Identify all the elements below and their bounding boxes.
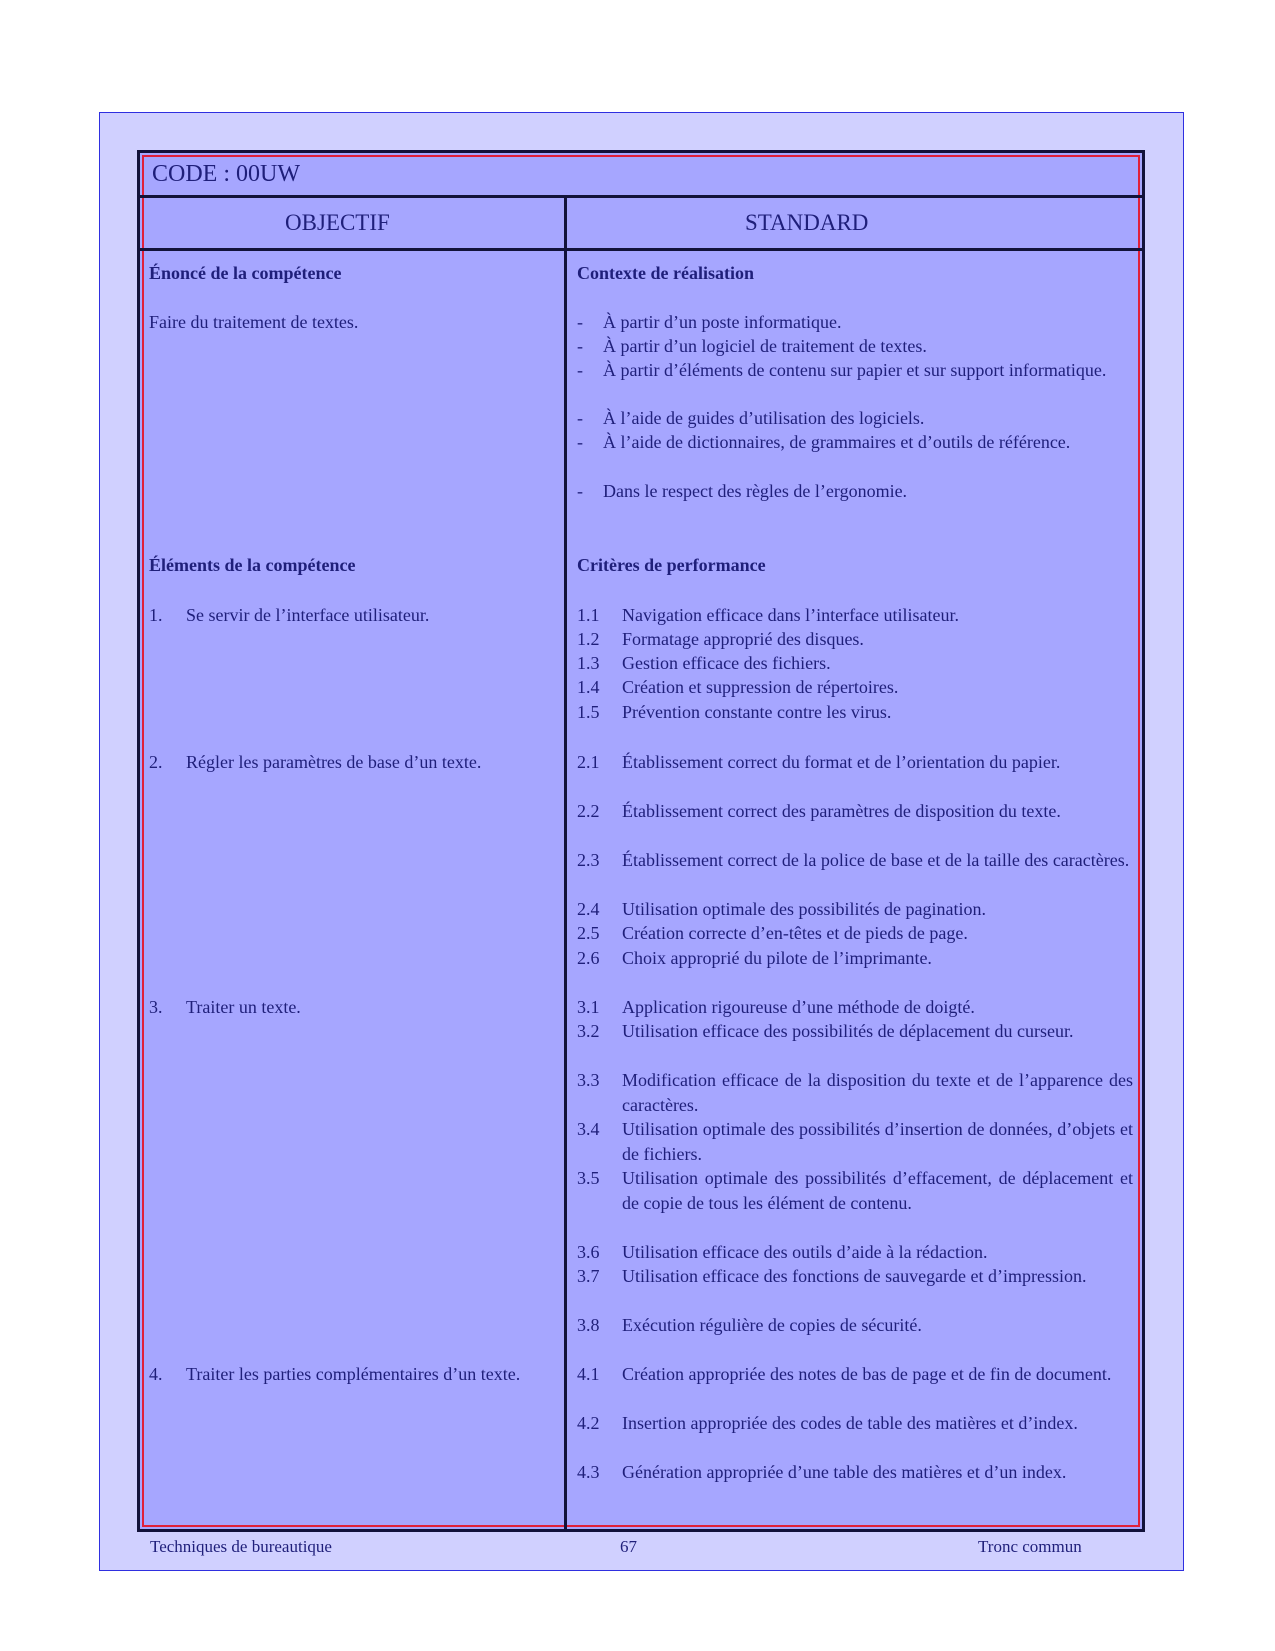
contexte-heading: Contexte de réalisation xyxy=(577,263,754,283)
criterion-number: 2.3 xyxy=(577,850,600,870)
criterion-number: 1.1 xyxy=(577,605,600,625)
criterion-text: Formatage approprié des disques. xyxy=(622,629,864,649)
criterion-text: Choix approprié du pilote de l’imprimante. xyxy=(622,948,932,968)
header-standard: STANDARD xyxy=(745,210,869,235)
criterion-number: 3.8 xyxy=(577,1315,600,1335)
element-number: 4. xyxy=(149,1364,163,1384)
criterion-text: Création appropriée des notes de bas de page et de fin de document. xyxy=(622,1364,1112,1384)
elements-heading: Éléments de la compétence xyxy=(149,555,356,575)
bullet: - xyxy=(577,336,583,356)
criterion-number: 1.2 xyxy=(577,629,600,649)
competency-code: CODE : 00UW xyxy=(152,161,300,187)
criterion-number: 3.7 xyxy=(577,1266,600,1286)
criterion-text: Application rigoureuse d’une méthode de doigté. xyxy=(622,997,975,1017)
element-number: 2. xyxy=(149,752,163,772)
criterion-text: Utilisation optimale des possibilités de pagination. xyxy=(622,899,986,919)
footer-right: Tronc commun xyxy=(978,1537,1082,1556)
criterion-text: Insertion appropriée des codes de table des matières et d’index. xyxy=(622,1413,1078,1433)
criterion-text: Gestion efficace des fichiers. xyxy=(622,653,831,673)
element-text: Régler les paramètres de base d’un texte. xyxy=(186,752,482,772)
criterion-number: 3.4 xyxy=(577,1119,600,1139)
page-number: 67 xyxy=(620,1537,637,1556)
criterion-number: 4.2 xyxy=(577,1413,600,1433)
criterion-text: Établissement correct du format et de l’orientation du papier. xyxy=(622,752,1061,772)
criterion-text: Établissement correct des paramètres de disposition du texte. xyxy=(622,801,1061,821)
criterion-text: Création correcte d’en-têtes et de pieds de page. xyxy=(622,923,968,943)
criterion-text: Création et suppression de répertoires. xyxy=(622,677,899,697)
criterion-number: 2.1 xyxy=(577,752,600,772)
contexte-item: À partir d’éléments de contenu sur papier et sur support informatique. xyxy=(603,360,1107,380)
header-row xyxy=(140,198,1142,251)
criterion-text: Utilisation efficace des possibilités de déplacement du curseur. xyxy=(622,1021,1074,1041)
criterion-text: Navigation efficace dans l’interface utilisateur. xyxy=(622,605,960,625)
criterion-text: Utilisation optimale des possibilités d’effacement, de déplacement et de copie de tous les élément de contenu. xyxy=(622,1168,1133,1213)
criterion-number: 1.4 xyxy=(577,677,600,697)
criterion-number: 4.1 xyxy=(577,1364,600,1384)
contexte-item: À l’aide de guides d’utilisation des logiciels. xyxy=(603,408,925,428)
criterion-text: Génération appropriée d’une table des matières et d’un index. xyxy=(622,1462,1067,1482)
footer-left: Techniques de bureautique xyxy=(150,1537,332,1556)
criterion-number: 2.4 xyxy=(577,899,600,919)
criterion-number: 2.5 xyxy=(577,923,600,943)
criterion-number: 1.5 xyxy=(577,702,600,722)
criterion-text: Prévention constante contre les virus. xyxy=(622,702,892,722)
criterion-number: 4.3 xyxy=(577,1462,600,1482)
criterion-number: 2.2 xyxy=(577,801,600,821)
header-objectif: OBJECTIF xyxy=(285,210,390,235)
bullet: - xyxy=(577,312,583,332)
criterion-text: Utilisation optimale des possibilités d’insertion de données, d’objets et de fichiers. xyxy=(622,1119,1133,1164)
criterion-number: 3.3 xyxy=(577,1070,600,1090)
contexte-item: À l’aide de dictionnaires, de grammaires et d’outils de référence. xyxy=(603,432,1071,452)
criterion-text: Établissement correct de la police de base et de la taille des caractères. xyxy=(622,850,1130,870)
criterion-number: 3.2 xyxy=(577,1021,600,1041)
element-text: Traiter un texte. xyxy=(186,997,301,1017)
contexte-item: À partir d’un poste informatique. xyxy=(603,312,842,332)
enonce-text: Faire du traitement de textes. xyxy=(149,312,359,332)
criterion-number: 2.6 xyxy=(577,948,600,968)
bullet: - xyxy=(577,432,583,452)
criterion-text: Utilisation efficace des outils d’aide à la rédaction. xyxy=(622,1242,988,1262)
criterion-number: 3.5 xyxy=(577,1168,600,1188)
enonce-heading: Énoncé de la compétence xyxy=(149,263,342,283)
criterion-number: 3.6 xyxy=(577,1242,600,1262)
column-divider xyxy=(564,195,567,1529)
criteres-heading: Critères de performance xyxy=(577,555,766,575)
contexte-item: À partir d’un logiciel de traitement de textes. xyxy=(603,336,927,356)
bullet: - xyxy=(577,481,583,501)
criterion-number: 1.3 xyxy=(577,653,600,673)
bullet: - xyxy=(577,360,583,380)
bullet: - xyxy=(577,408,583,428)
contexte-item: Dans le respect des règles de l’ergonomie. xyxy=(603,481,908,501)
element-number: 3. xyxy=(149,997,163,1017)
competency-table xyxy=(137,150,1145,1532)
criterion-text: Exécution régulière de copies de sécurité. xyxy=(622,1315,922,1335)
element-number: 1. xyxy=(149,605,163,625)
element-text: Se servir de l’interface utilisateur. xyxy=(186,605,430,625)
criterion-text: Utilisation efficace des fonctions de sauvegarde et d’impression. xyxy=(622,1266,1087,1286)
element-text: Traiter les parties complémentaires d’un texte. xyxy=(186,1364,521,1384)
criterion-text: Modification efficace de la disposition du texte et de l’apparence des caractères. xyxy=(622,1070,1133,1115)
criterion-number: 3.1 xyxy=(577,997,600,1017)
code-row xyxy=(140,153,1142,198)
